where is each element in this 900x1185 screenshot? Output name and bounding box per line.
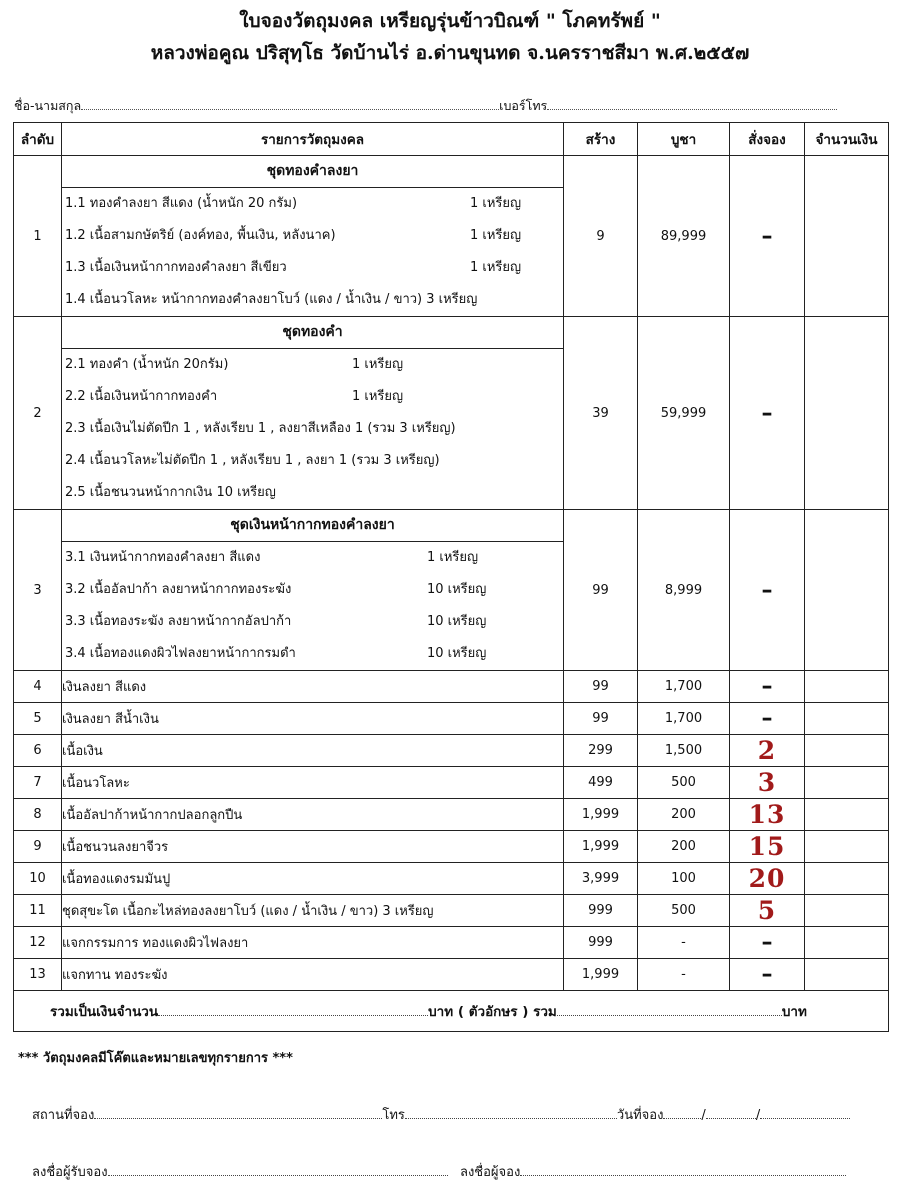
order-cell-handwritten[interactable]: 13	[730, 799, 805, 831]
total-row	[14, 991, 889, 1032]
list-item: 3.2 เนื้ออัลปาก้า ลงยาหน้ากากทองระฆัง 10 เหรียญ	[65, 582, 487, 597]
order-cell-handwritten[interactable]: 5	[730, 895, 805, 927]
booking-place-line: สถานที่จอง โทร วันที่จอง / /	[32, 1104, 887, 1125]
date-year-field[interactable]	[760, 1108, 850, 1119]
total-amount-field[interactable]	[158, 1005, 428, 1016]
row-number: 12	[14, 927, 62, 959]
make-count: 39	[564, 317, 638, 510]
amount-cell[interactable]	[805, 671, 889, 703]
price: 59,999	[638, 317, 730, 510]
amount-cell[interactable]	[805, 735, 889, 767]
make-count: 299	[564, 735, 638, 767]
table-row	[14, 671, 889, 703]
price: 100	[638, 863, 730, 895]
phone-field[interactable]	[547, 97, 837, 110]
make-count: 99	[564, 510, 638, 671]
price: -	[638, 959, 730, 991]
customer-line	[14, 96, 884, 116]
order-table	[13, 122, 889, 1032]
table-row	[14, 895, 889, 927]
order-cell[interactable]: –	[730, 959, 805, 991]
row-number: 10	[14, 863, 62, 895]
name-field[interactable]	[81, 97, 499, 110]
item-name: เนื้อนวโลหะ	[62, 767, 564, 799]
order-cell[interactable]: –	[730, 510, 805, 671]
order-cell-handwritten[interactable]: 20	[730, 863, 805, 895]
footer-phone-field[interactable]	[405, 1108, 617, 1119]
amount-cell[interactable]	[805, 959, 889, 991]
row-number: 6	[14, 735, 62, 767]
order-cell[interactable]: –	[730, 156, 805, 317]
group-title: ชุดเงินหน้ากากทองคำลงยา	[62, 510, 563, 542]
table-row	[14, 863, 889, 895]
price: -	[638, 927, 730, 959]
make-count: 99	[564, 671, 638, 703]
make-count: 3,999	[564, 863, 638, 895]
row-number: 2	[14, 317, 62, 510]
total-cell	[14, 991, 889, 1032]
list-item: 3.1 เงินหน้ากากทองคำลงยา สีแดง 1 เหรียญ	[65, 550, 479, 565]
make-count: 9	[564, 156, 638, 317]
item-name: เงินลงยา สีน้ำเงิน	[62, 703, 564, 735]
amount-cell[interactable]	[805, 895, 889, 927]
price: 200	[638, 799, 730, 831]
make-count: 1,999	[564, 959, 638, 991]
list-item: 1.3 เนื้อเงินหน้ากากทองคำลงยา สีเขียว 1 เหรียญ	[65, 260, 522, 275]
list-item: 1.2 เนื้อสามกษัตริย์ (องค์ทอง, พื้นเงิน, หลังนาค) 1 เหรียญ	[65, 228, 522, 243]
form-subtitle: หลวงพ่อคูณ ปริสุทฺโธ วัดบ้านไร่ อ.ด่านขุนทด จ.นครราชสีมา พ.ศ.๒๕๕๗	[150, 42, 750, 64]
total-label: รวมเป็นเงินจำนวน	[50, 1004, 159, 1020]
group-title: ชุดทองคำ	[62, 317, 563, 349]
make-count: 1,999	[564, 831, 638, 863]
footer-phone-label: โทร	[382, 1108, 405, 1123]
item-name: เงินลงยา สีแดง	[62, 671, 564, 703]
item-name: แจกกรรมการ ทองแดงผิวไฟลงยา	[62, 927, 564, 959]
price: 89,999	[638, 156, 730, 317]
make-count: 499	[564, 767, 638, 799]
row-number: 5	[14, 703, 62, 735]
order-cell[interactable]: –	[730, 671, 805, 703]
group-cell	[62, 510, 564, 671]
date-day-field[interactable]	[663, 1108, 701, 1119]
make-count: 99	[564, 703, 638, 735]
order-cell-handwritten[interactable]: 3	[730, 767, 805, 799]
item-name: เนื้อชนวนลงยาจีวร	[62, 831, 564, 863]
booker-sign-field[interactable]	[520, 1165, 846, 1176]
price: 1,700	[638, 703, 730, 735]
order-cell-handwritten[interactable]: 2	[730, 735, 805, 767]
amount-cell[interactable]	[805, 703, 889, 735]
amount-cell[interactable]	[805, 510, 889, 671]
table-row-group-1	[14, 156, 889, 317]
date-month-field[interactable]	[706, 1108, 756, 1119]
note-text: *** วัตถุมงคลมีโค๊ตและหมายเลขทุกรายการ ***	[18, 1051, 293, 1066]
amount-cell[interactable]	[805, 767, 889, 799]
receiver-sign-label: ลงชื่อผู้รับจอง	[32, 1165, 108, 1180]
table-row	[14, 959, 889, 991]
price: 500	[638, 767, 730, 799]
name-label: ชื่อ-นามสกุล	[14, 98, 82, 113]
amount-cell[interactable]	[805, 799, 889, 831]
item-name: เนื้อเงิน	[62, 735, 564, 767]
group-cell	[62, 317, 564, 510]
form-title: ใบจองวัตถุมงคล เหรียญรุ่นข้าวบิณฑ์ " โภคทรัพย์ "	[239, 10, 661, 32]
col-item-header: รายการวัตถุมงคล	[62, 123, 564, 156]
order-cell[interactable]: –	[730, 927, 805, 959]
col-price-header: บูชา	[638, 123, 730, 156]
list-item: 3.3 เนื้อทองระฆัง ลงยาหน้ากากอัลปาก้า 10 เหรียญ	[65, 614, 487, 629]
row-number: 9	[14, 831, 62, 863]
row-number: 11	[14, 895, 62, 927]
col-no-header: ลำดับ	[14, 123, 62, 156]
order-cell[interactable]: –	[730, 317, 805, 510]
list-item: 2.3 เนื้อเงินไม่ตัดปีก 1 , หลังเรียบ 1 , ลงยาสีเหลือง 1 (รวม 3 เหรียญ)	[65, 421, 456, 436]
amount-cell[interactable]	[805, 927, 889, 959]
row-number: 4	[14, 671, 62, 703]
group-title: ชุดทองคำลงยา	[62, 156, 563, 188]
item-name: ชุดสุขะโต เนื้อกะไหล่ทองลงยาโบว์ (แดง / น้ำเงิน / ขาว) 3 เหรียญ	[62, 895, 564, 927]
row-number: 7	[14, 767, 62, 799]
table-row	[14, 735, 889, 767]
booker-sign-label: ลงชื่อผู้จอง	[459, 1165, 521, 1180]
total-words-field[interactable]	[557, 1005, 782, 1016]
list-item: 1.1 ทองคำลงยา สีแดง (น้ำหนัก 20 กรัม) 1 เหรียญ	[65, 196, 522, 211]
price: 200	[638, 831, 730, 863]
item-name: แจกทาน ทองระฆัง	[62, 959, 564, 991]
amount-cell[interactable]	[805, 317, 889, 510]
price: 1,500	[638, 735, 730, 767]
list-item: 2.4 เนื้อนวโลหะไม่ตัดปีก 1 , หลังเรียบ 1 , ลงยา 1 (รวม 3 เหรียญ)	[65, 453, 440, 468]
price: 500	[638, 895, 730, 927]
receiver-sign-field[interactable]	[108, 1165, 448, 1176]
col-amount-header: จำนวนเงิน	[805, 123, 889, 156]
table-header	[14, 123, 889, 156]
list-item: 3.4 เนื้อทองแดงผิวไฟลงยาหน้ากากรมดำ 10 เหรียญ	[65, 646, 487, 661]
table-row-group-2	[14, 317, 889, 510]
col-order-header: สั่งจอง	[730, 123, 805, 156]
amount-cell[interactable]	[805, 831, 889, 863]
make-count: 999	[564, 927, 638, 959]
phone-label: เบอร์โทร	[499, 98, 548, 113]
item-name: เนื้อทองแดงรมมันปู	[62, 863, 564, 895]
signature-line	[32, 1161, 887, 1182]
table-row-group-3	[14, 510, 889, 671]
row-number: 3	[14, 510, 62, 671]
place-label: สถานที่จอง	[32, 1108, 95, 1123]
row-number: 1	[14, 156, 62, 317]
price: 1,700	[638, 671, 730, 703]
price: 8,999	[638, 510, 730, 671]
place-field[interactable]	[94, 1108, 382, 1119]
table-row	[14, 927, 889, 959]
table-row	[14, 767, 889, 799]
row-number: 8	[14, 799, 62, 831]
col-make-header: สร้าง	[564, 123, 638, 156]
item-name: เนื้ออัลปาก้าหน้ากากปลอกลูกปืน	[62, 799, 564, 831]
date-label: วันที่จอง	[616, 1108, 664, 1123]
total-words-label: บาท ( ตัวอักษร ) รวม	[428, 1004, 557, 1020]
amount-cell[interactable]	[805, 156, 889, 317]
table-row	[14, 703, 889, 735]
total-baht-label: บาท	[781, 1004, 807, 1020]
order-cell-handwritten[interactable]: 15	[730, 831, 805, 863]
list-item: 2.5 เนื้อชนวนหน้ากากเงิน 10 เหรียญ	[65, 485, 276, 500]
amount-cell[interactable]	[805, 863, 889, 895]
group-cell	[62, 156, 564, 317]
list-item: 1.4 เนื้อนวโลหะ หน้ากากทองคำลงยาโบว์ (แดง / น้ำเงิน / ขาว) 3 เหรียญ	[65, 292, 478, 307]
row-number: 13	[14, 959, 62, 991]
make-count: 1,999	[564, 799, 638, 831]
list-item: 2.1 ทองคำ (น้ำหนัก 20กรัม) 1 เหรียญ	[65, 357, 404, 372]
table-row	[14, 799, 889, 831]
table-row	[14, 831, 889, 863]
order-cell[interactable]: –	[730, 703, 805, 735]
make-count: 999	[564, 895, 638, 927]
list-item: 2.2 เนื้อเงินหน้ากากทองคำ 1 เหรียญ	[65, 389, 404, 404]
